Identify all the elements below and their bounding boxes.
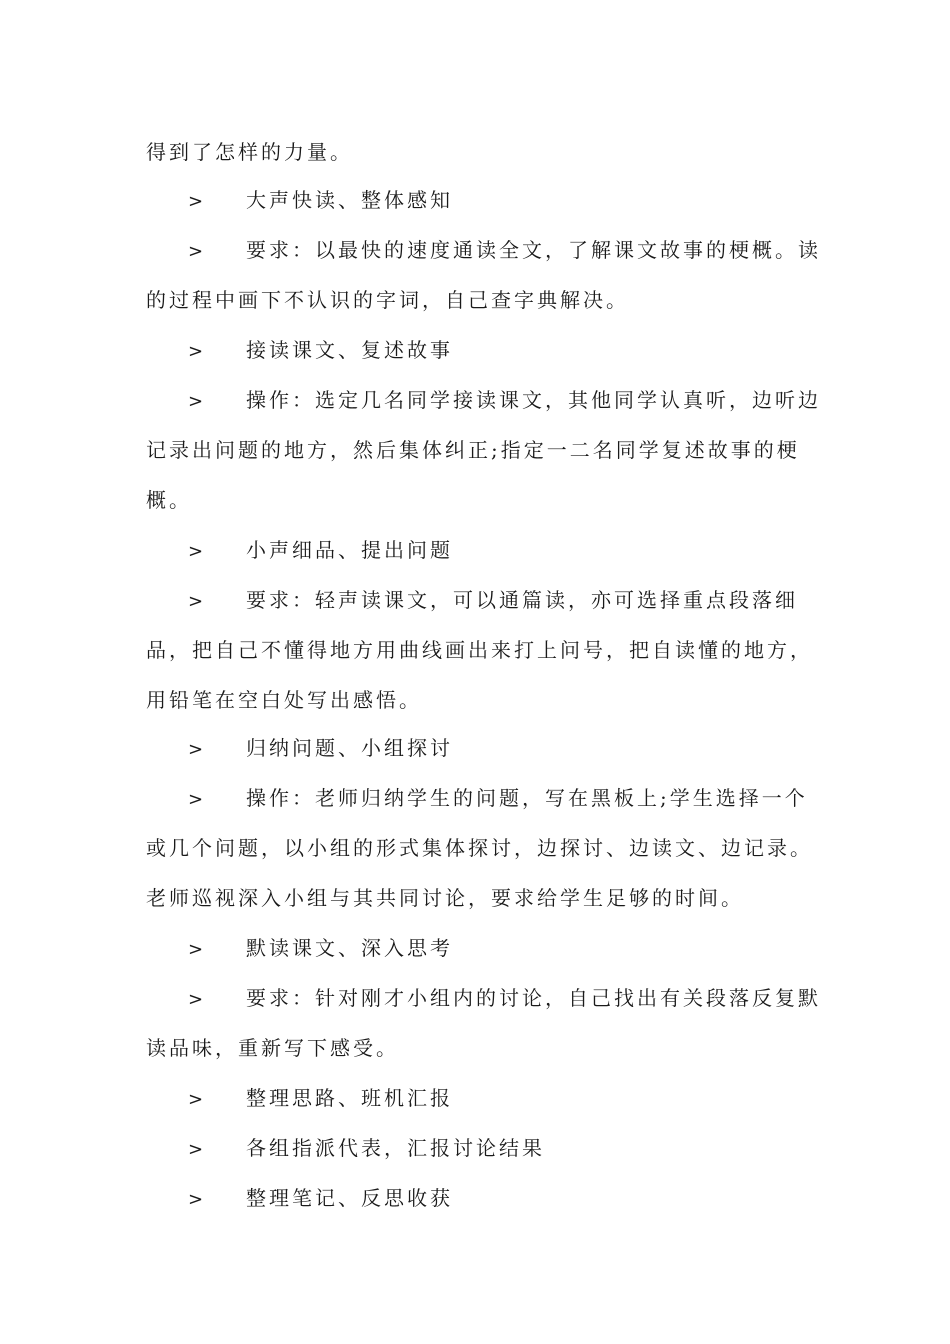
bullet-text: 整理笔记、反思收获 bbox=[246, 1186, 453, 1210]
bullet-text: 小声细品、提出问题 bbox=[246, 538, 453, 562]
paragraph-line: 品，把自己不懂得地方用曲线画出来打上问号，把自读懂的地方， bbox=[146, 638, 813, 662]
bullet-text: 要求：轻声读课文，可以通篇读，亦可选择重点段落细 bbox=[246, 588, 798, 612]
paragraph-line: 读品味，重新写下感受。 bbox=[146, 1036, 399, 1060]
paragraph-line: 或几个问题，以小组的形式集体探讨，边探讨、边读文、边记录。 bbox=[146, 836, 813, 860]
chevron-right-icon: > bbox=[188, 939, 204, 960]
bullet-item bbox=[188, 586, 810, 616]
bullet-text: 操作：老师归纳学生的问题，写在黑板上;学生选择一个 bbox=[246, 786, 808, 810]
bullet-item bbox=[188, 734, 810, 764]
bullet-text: 归纳问题、小组探讨 bbox=[246, 736, 453, 760]
chevron-right-icon: > bbox=[188, 541, 204, 562]
bullet-item bbox=[188, 236, 821, 266]
paragraph-line: 老师巡视深入小组与其共同讨论，要求给学生足够的时间。 bbox=[146, 886, 744, 910]
bullet-text: 各组指派代表，汇报讨论结果 bbox=[246, 1136, 545, 1160]
bullet-text: 大声快读、整体感知 bbox=[246, 188, 453, 212]
paragraph-line: 概。 bbox=[146, 488, 192, 512]
chevron-right-icon: > bbox=[188, 591, 204, 612]
chevron-right-icon: > bbox=[188, 739, 204, 760]
bullet-text: 接读课文、复述故事 bbox=[246, 338, 453, 362]
bullet-item bbox=[188, 1084, 810, 1114]
bullet-item bbox=[188, 784, 810, 814]
bullet-item bbox=[188, 1184, 810, 1214]
paragraph-line: 记录出问题的地方，然后集体纠正;指定一二名同学复述故事的梗 bbox=[146, 438, 800, 462]
bullet-text: 整理思路、班机汇报 bbox=[246, 1086, 453, 1110]
chevron-right-icon: > bbox=[188, 1189, 204, 1210]
bullet-item bbox=[188, 536, 810, 566]
bullet-item bbox=[188, 1134, 810, 1164]
chevron-right-icon: > bbox=[188, 241, 204, 262]
bullet-item bbox=[188, 934, 810, 964]
chevron-right-icon: > bbox=[188, 341, 204, 362]
bullet-item bbox=[188, 186, 810, 216]
paragraph-line: 的过程中画下不认识的字词，自己查字典解决。 bbox=[146, 288, 629, 312]
bullet-item bbox=[188, 336, 810, 366]
bullet-item bbox=[188, 386, 821, 416]
bullet-text: 操作：选定几名同学接读课文，其他同学认真听，边听边 bbox=[246, 388, 821, 412]
chevron-right-icon: > bbox=[188, 789, 204, 810]
bullet-text: 要求：以最快的速度通读全文，了解课文故事的梗概。读 bbox=[246, 238, 821, 262]
paragraph-line: 用铅笔在空白处写出感悟。 bbox=[146, 688, 422, 712]
chevron-right-icon: > bbox=[188, 989, 204, 1010]
bullet-text: 要求：针对刚才小组内的讨论，自己找出有关段落反复默 bbox=[246, 986, 821, 1010]
paragraph-line: 得到了怎样的力量。 bbox=[146, 140, 353, 164]
bullet-text: 默读课文、深入思考 bbox=[246, 936, 453, 960]
chevron-right-icon: > bbox=[188, 1089, 204, 1110]
chevron-right-icon: > bbox=[188, 191, 204, 212]
chevron-right-icon: > bbox=[188, 1139, 204, 1160]
bullet-item bbox=[188, 984, 821, 1014]
chevron-right-icon: > bbox=[188, 391, 204, 412]
